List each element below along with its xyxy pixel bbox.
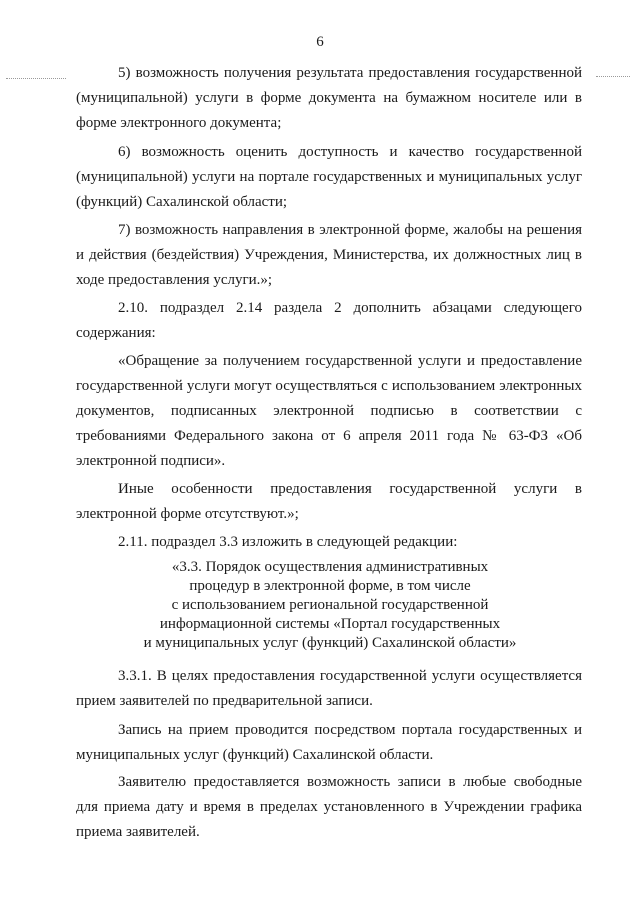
paragraph-2-11: 2.11. подраздел 3.3 изложить в следующей редакции: bbox=[118, 534, 458, 550]
scan-noise-left bbox=[6, 78, 66, 80]
paragraph-quote-electronic-documents: «Обращение за получением государственной услуги и предоставление государственной услуги могут осуществляться с использованием электронных документов, подписанных электронной подписью в соответствии с требованиями Федерального закона от 6 апреля 2011 года № 63-ФЗ «Об электронной подписи». bbox=[76, 353, 582, 469]
section-heading-line: с использованием региональной государственной bbox=[171, 597, 489, 613]
paragraph-2-10: 2.10. подраздел 2.14 раздела 2 дополнить абзацами следующего содержания: bbox=[76, 300, 582, 341]
section-heading-line: процедур в электронной форме, в том числе bbox=[189, 578, 471, 594]
scan-noise-right bbox=[596, 76, 630, 78]
section-heading-3-3 bbox=[120, 558, 540, 653]
section-heading-line: информационной системы «Портал государственных bbox=[159, 616, 501, 632]
page-number: 6 bbox=[316, 34, 324, 50]
paragraph-item-7: 7) возможность направления в электронной форме, жалобы на решения и действия (бездействия) Учреждения, Министерства, их должностных лиц в ходе предоставления услуги.»; bbox=[76, 222, 582, 288]
paragraph-schedule: Заявителю предоставляется возможность записи в любые свободные для приема дату и время в пределах установленного в Учреждении графика приема заявителей. bbox=[76, 774, 582, 840]
paragraph-3-3-1: 3.3.1. В целях предоставления государственной услуги осуществляется прием заявителей по предварительной записи. bbox=[76, 668, 582, 709]
section-heading-line: «3.3. Порядок осуществления административных bbox=[171, 559, 489, 575]
paragraph-appointment: Запись на прием проводится посредством портала государственных и муниципальных услуг (функций) Сахалинской области. bbox=[76, 722, 582, 763]
paragraph-item-5: 5) возможность получения результата предоставления государственной (муниципальной) услуги в форме документа на бумажном носителе или в форме электронного документа; bbox=[76, 65, 582, 131]
paragraph-item-6: 6) возможность оценить доступность и качество государственной (муниципальной) услуги на портале государственных и муниципальных услуг (функций) Сахалинской области; bbox=[76, 144, 582, 210]
section-heading-line: и муниципальных услуг (функций) Сахалинской области» bbox=[143, 635, 517, 651]
paragraph-other-features: Иные особенности предоставления государственной услуги в электронной форме отсутствуют.»; bbox=[76, 481, 582, 522]
